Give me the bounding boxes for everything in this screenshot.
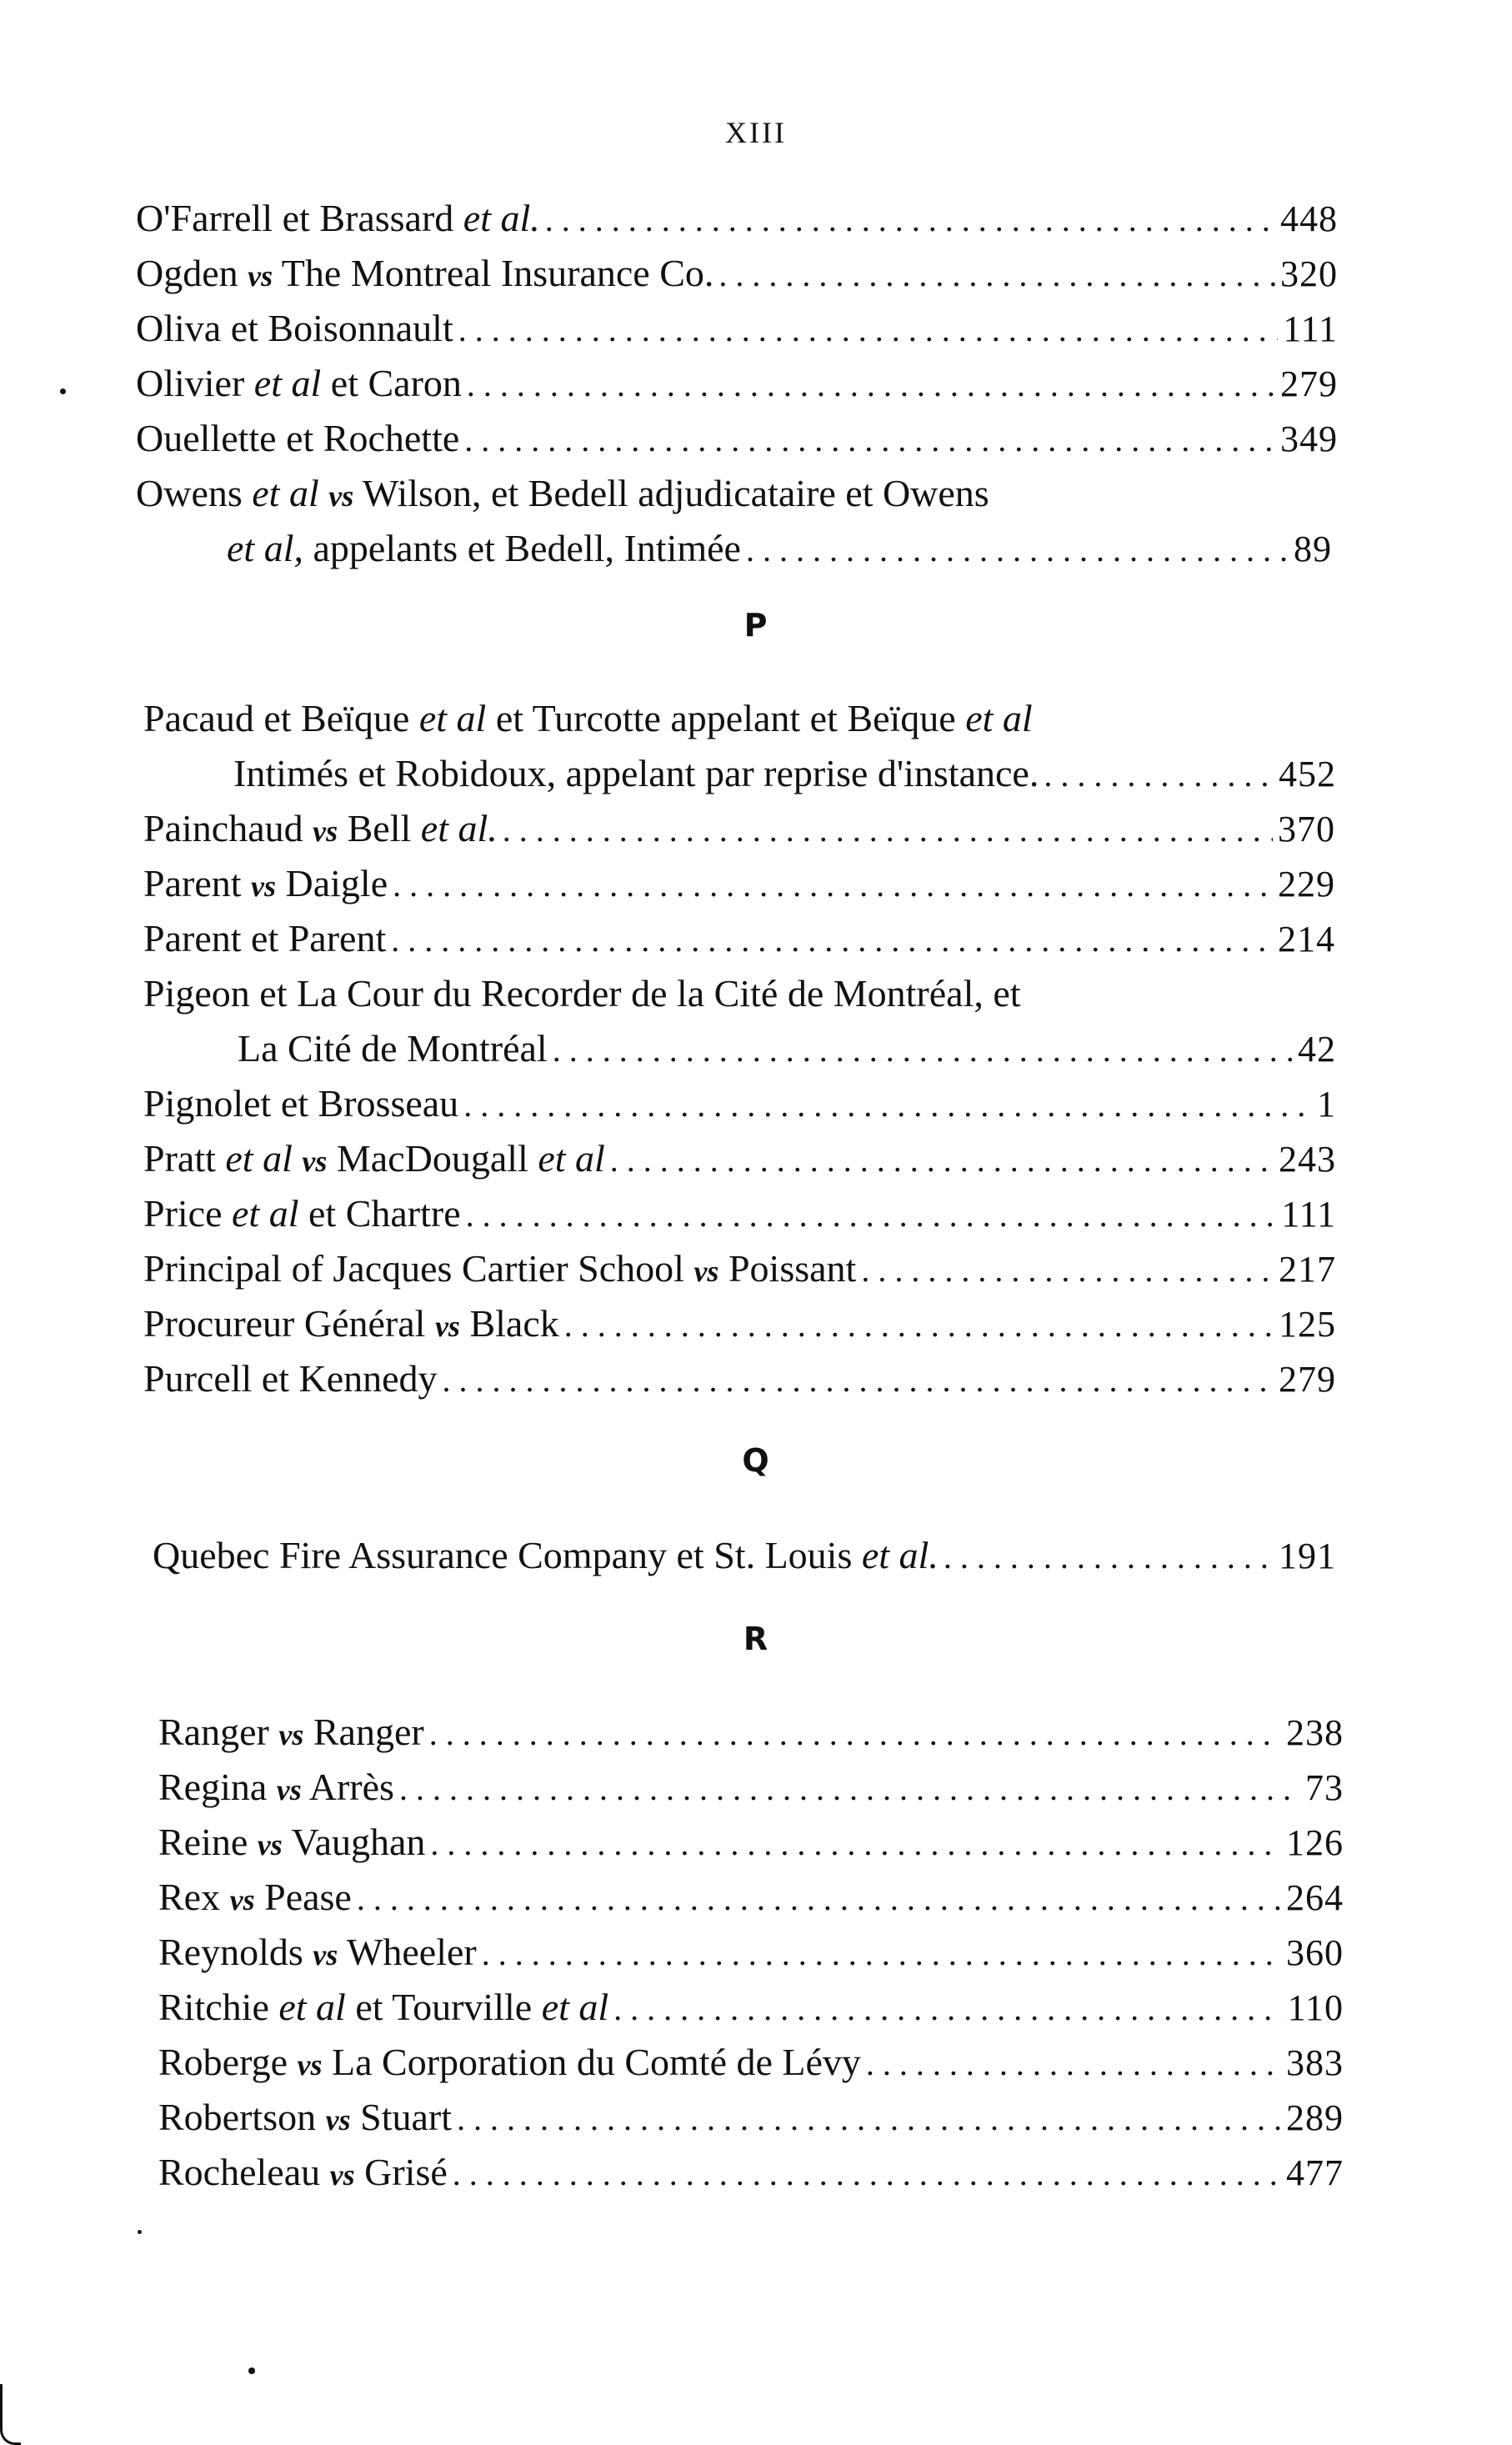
- index-entry-reine: [158, 1817, 1344, 1867]
- index-entry-robertson: [158, 2092, 1344, 2142]
- entry-title: Ogden vs The Montreal Insurance Co.: [136, 252, 714, 294]
- section-heading-p: P: [743, 607, 769, 644]
- index-entry-price: [143, 1189, 1336, 1239]
- index-entry-pignolet: [143, 1079, 1336, 1129]
- entry-title: Rex vs Pease: [158, 1876, 352, 1918]
- entry-title: Oliva et Boisonnault: [136, 307, 453, 349]
- index-entry-quebec: [153, 1531, 1336, 1581]
- entry-page: 110: [1287, 1987, 1344, 2028]
- dot-leader: [1044, 750, 1274, 800]
- entry-page: 111: [1281, 1194, 1336, 1235]
- section-heading-r: R: [743, 1621, 769, 1657]
- dot-leader: [463, 1080, 1312, 1130]
- dot-leader: [429, 1709, 1281, 1759]
- entry-page: 1: [1317, 1084, 1336, 1125]
- entry-page: 279: [1279, 1359, 1336, 1400]
- index-entry-ogden: [136, 248, 1338, 298]
- index-entry-painchaud: [143, 804, 1335, 854]
- entry-title: Ranger vs Ranger: [158, 1711, 424, 1753]
- entry-title: Reine vs Vaughan: [158, 1821, 426, 1863]
- index-entry-regina: [158, 1762, 1344, 1812]
- dot-leader: [613, 1984, 1282, 2034]
- dot-leader: [457, 2094, 1281, 2144]
- dot-leader: [357, 1874, 1281, 1924]
- entry-page: 243: [1279, 1139, 1336, 1180]
- entry-title: Purcell et Kennedy: [143, 1357, 438, 1400]
- index-entry-pacaud-line2: [233, 749, 1336, 799]
- dot-leader: [453, 2149, 1281, 2199]
- entry-page: 320: [1280, 253, 1338, 294]
- dot-leader: [944, 1532, 1274, 1582]
- entry-title: Rocheleau vs Grisé: [158, 2151, 448, 2193]
- dot-leader: [718, 250, 1275, 300]
- index-entry-ouellette: [136, 413, 1338, 463]
- index-entry-parent-daigle: [143, 859, 1335, 909]
- dot-leader: [610, 1135, 1274, 1185]
- entry-page: 125: [1279, 1304, 1336, 1345]
- index-entry-purcell: [143, 1354, 1336, 1404]
- dot-leader: [430, 1819, 1281, 1869]
- dot-leader: [458, 305, 1279, 355]
- dot-leader: [503, 805, 1273, 855]
- page-edge-mark: [0, 2384, 21, 2445]
- dot-leader: [466, 1190, 1277, 1240]
- entry-title: Ritchie et al et Tourville et al: [158, 1986, 609, 2028]
- entry-title: Reynolds vs Wheeler: [158, 1931, 477, 1973]
- entry-title: Principal of Jacques Cartier School vs Poissant: [143, 1247, 857, 1290]
- dot-leader: [399, 1764, 1300, 1814]
- index-entry-pigeon-line1: Pigeon et La Cour du Recorder de la Cité de Montréal, et: [143, 972, 1021, 1015]
- index-entry-roberge: [158, 2037, 1344, 2087]
- index-entry-procureur: [143, 1299, 1336, 1349]
- index-entry-rocheleau: [158, 2147, 1344, 2197]
- entry-title: Painchaud vs Bell et al.: [143, 807, 498, 849]
- scan-speck: [138, 2230, 142, 2234]
- index-entry-pacaud-line1: Pacaud et Beïque et al et Turcotte appelant et Beïque et al: [143, 697, 1033, 739]
- dot-leader: [467, 360, 1275, 410]
- entry-page: 126: [1286, 1822, 1344, 1863]
- dot-leader: [482, 1929, 1281, 1979]
- entry-page: 360: [1286, 1932, 1344, 1973]
- entry-page: 111: [1283, 308, 1338, 349]
- dot-leader: [564, 1300, 1274, 1350]
- scan-speck: [248, 2367, 255, 2374]
- index-entry-parent-parent: [143, 914, 1335, 964]
- dot-leader: [861, 1245, 1274, 1295]
- entry-page: 73: [1305, 1767, 1344, 1808]
- index-entry-principal: [143, 1244, 1336, 1294]
- entry-page: 349: [1280, 418, 1338, 459]
- entry-page: 229: [1278, 864, 1335, 904]
- entry-title: Pignolet et Brosseau: [143, 1082, 459, 1125]
- dot-leader: [545, 195, 1275, 245]
- dot-leader: [391, 915, 1273, 965]
- index-entry-ritchie: [158, 1982, 1344, 2032]
- entry-page: 217: [1279, 1249, 1336, 1290]
- index-entry-oliva: [136, 303, 1338, 353]
- dot-leader: [746, 525, 1289, 575]
- entry-title: La Cité de Montréal: [238, 1027, 548, 1070]
- entry-title: Quebec Fire Assurance Company et St. Louis et al.: [153, 1534, 939, 1576]
- entry-page: 477: [1286, 2152, 1344, 2193]
- index-entry-reynolds: [158, 1927, 1344, 1977]
- dot-leader: [866, 2039, 1281, 2089]
- entry-page: 279: [1280, 363, 1338, 404]
- index-entry-pigeon-line2: [238, 1024, 1336, 1074]
- section-heading-q: Q: [742, 1442, 770, 1479]
- entry-page: 452: [1279, 754, 1336, 794]
- entry-page: 383: [1286, 2042, 1344, 2083]
- entry-page: 238: [1286, 1712, 1344, 1753]
- entry-title: O'Farrell et Brassard et al.: [136, 197, 540, 239]
- entry-title: Regina vs Arrès: [158, 1766, 394, 1808]
- page-number: XIII: [725, 116, 787, 149]
- entry-title: Price et al et Chartre: [143, 1192, 461, 1235]
- entry-page: 89: [1294, 529, 1332, 569]
- index-entry-owens-line1: Owens et al vs Wilson, et Bedell adjudicataire et Owens: [136, 472, 989, 514]
- entry-title: Pratt et al vs MacDougall et al: [143, 1137, 605, 1180]
- index-entry-owens-line2: [227, 524, 1332, 574]
- entry-page: 42: [1298, 1029, 1336, 1070]
- dot-leader: [393, 860, 1273, 910]
- dot-leader: [553, 1025, 1293, 1075]
- entry-title: Parent vs Daigle: [143, 862, 388, 904]
- entry-page: 448: [1280, 198, 1338, 239]
- entry-title: Procureur Général vs Black: [143, 1302, 559, 1345]
- entry-title: Ouellette et Rochette: [136, 417, 460, 459]
- entry-title: et al, appelants et Bedell, Intimée: [227, 527, 741, 569]
- dot-leader: [464, 415, 1275, 465]
- scan-speck: [60, 388, 66, 394]
- index-entry-ofarrell: [136, 193, 1338, 243]
- entry-page: 289: [1286, 2097, 1344, 2138]
- entry-page: 191: [1279, 1536, 1336, 1576]
- entry-title: Robertson vs Stuart: [158, 2096, 452, 2138]
- index-entry-rex: [158, 1872, 1344, 1922]
- index-entry-pratt: [143, 1134, 1336, 1184]
- entry-page: 214: [1278, 919, 1335, 959]
- entry-title: Roberge vs La Corporation du Comté de Lévy: [158, 2041, 861, 2083]
- entry-title: Olivier et al et Caron: [136, 362, 462, 404]
- entry-page: 264: [1286, 1877, 1344, 1918]
- entry-title: Parent et Parent: [143, 917, 387, 959]
- entry-title: Intimés et Robidoux, appelant par reprise d'instance.: [233, 752, 1039, 794]
- entry-page: 370: [1278, 809, 1335, 849]
- dot-leader: [443, 1355, 1274, 1405]
- index-entry-olivier: [136, 358, 1338, 408]
- index-entry-ranger: [158, 1707, 1344, 1757]
